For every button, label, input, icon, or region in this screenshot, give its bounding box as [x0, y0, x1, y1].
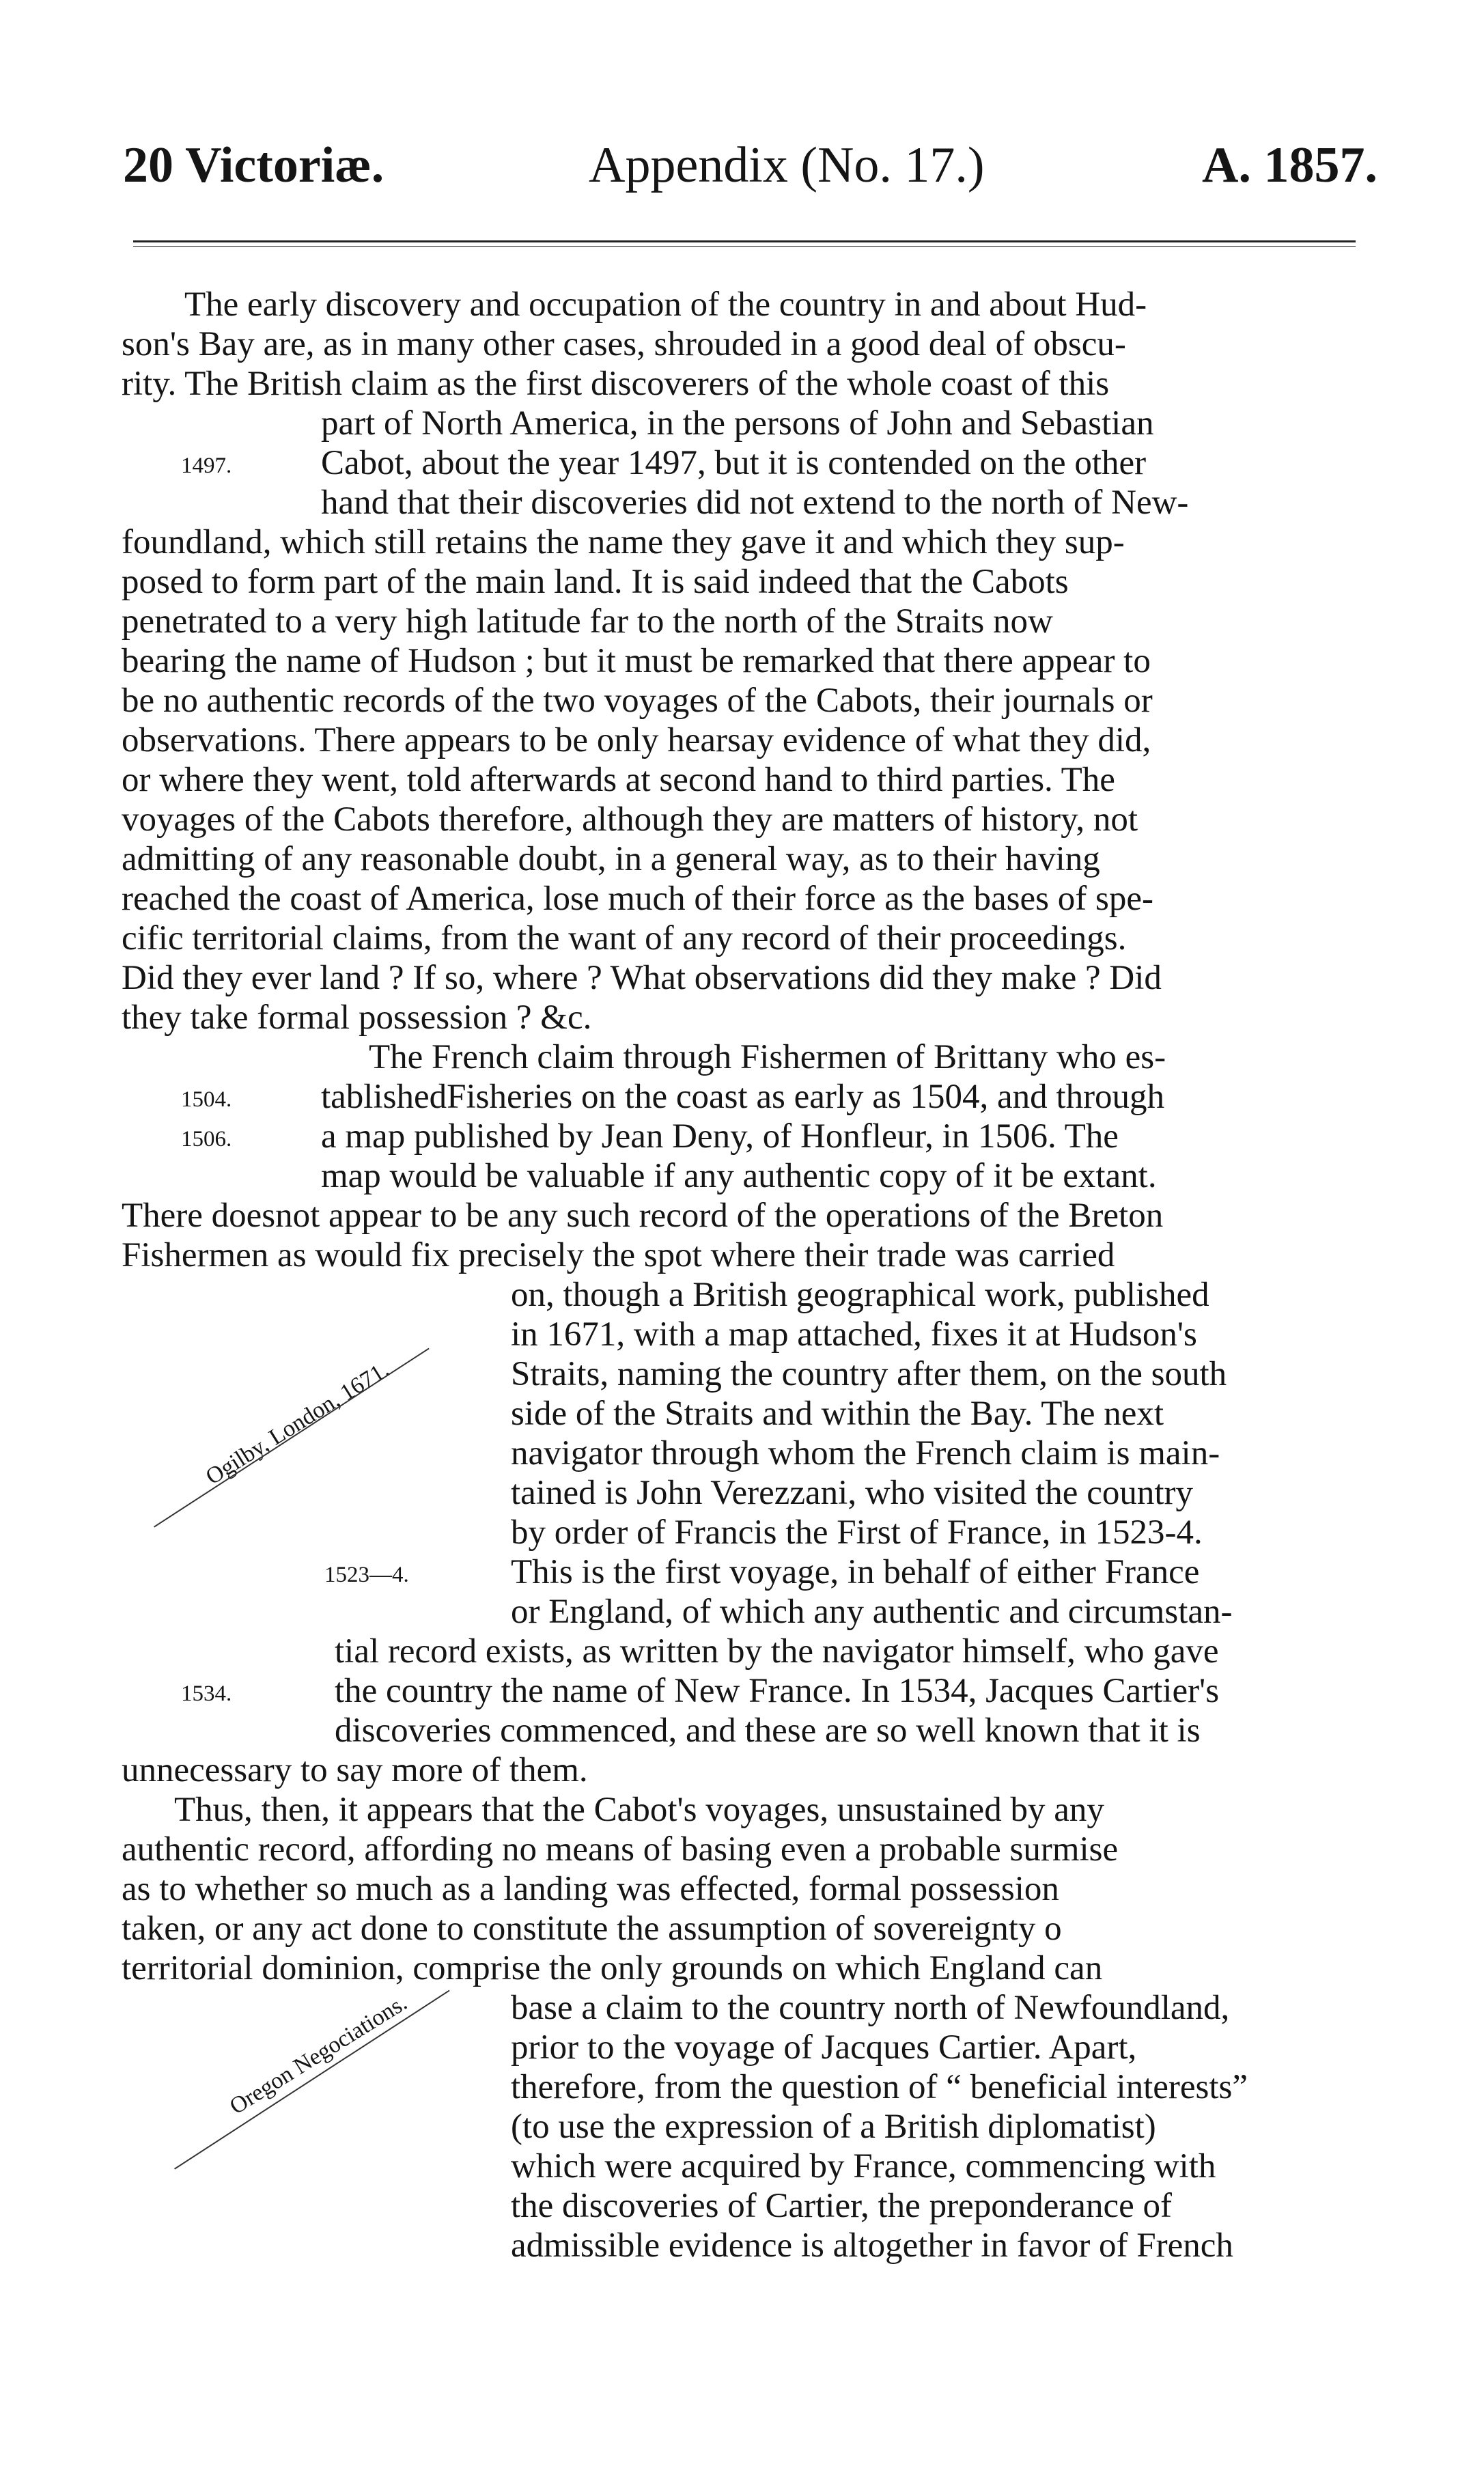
text-line: rity. The British claim as the first discoverers of the whole coast of this: [122, 365, 1110, 403]
text-line: Fishermen as would fix precisely the spot where their trade was carried: [122, 1236, 1115, 1274]
header-rule-bottom: [133, 246, 1356, 247]
text-line: taken, or any act done to constitute the assumption of sovereignty o: [122, 1910, 1062, 1948]
text-line: Did they ever land ? If so, where ? What observations did they make ? Did: [122, 959, 1162, 997]
text-line: therefore, from the question of “ beneficial interests”: [511, 2068, 1248, 2106]
text-line: discoveries commenced, and these are so well known that it is: [335, 1711, 1201, 1750]
text-line: penetrated to a very high latitude far to the north of the Straits now: [122, 602, 1053, 641]
text-line: on, though a British geographical work, published: [511, 1276, 1209, 1314]
text-line: or where they went, told afterwards at second hand to third parties. The: [122, 761, 1115, 799]
text-line: This is the first voyage, in behalf of either France: [511, 1553, 1200, 1591]
text-line: part of North America, in the persons of John and Sebastian: [321, 404, 1154, 443]
header-year: A. 1857.: [1202, 137, 1377, 193]
margin-note-ogilby-rule: [154, 1348, 430, 1528]
text-line: Thus, then, it appears that the Cabot's voyages, unsustained by any: [174, 1791, 1104, 1829]
margin-year-1523-4: 1523—4.: [324, 1563, 409, 1587]
header-session: 20 Victoriæ.: [123, 137, 384, 193]
text-line: which were acquired by France, commencing with: [511, 2147, 1216, 2185]
text-line: navigator through whom the French claim is main-: [511, 1434, 1220, 1472]
text-line: as to whether so much as a landing was effected, formal possession: [122, 1870, 1059, 1908]
text-line: base a claim to the country north of Newfoundland,: [511, 1989, 1230, 2027]
text-line: admitting of any reasonable doubt, in a general way, as to their having: [122, 840, 1100, 878]
text-line: posed to form part of the main land. It is said indeed that the Cabots: [122, 563, 1069, 601]
margin-note-oregon: Oregon Negociations.: [225, 1989, 412, 2120]
text-line: map would be valuable if any authentic copy of it be extant.: [321, 1157, 1157, 1195]
text-line: they take formal possession ? &c.: [122, 998, 592, 1037]
text-line: tablishedFisheries on the coast as early as 1504, and through: [321, 1078, 1165, 1116]
text-line: the country the name of New France. In 1534, Jacques Cartier's: [335, 1672, 1220, 1710]
margin-note-oregon-rule: [174, 1990, 450, 2170]
text-line: territorial dominion, comprise the only grounds on which England can: [122, 1949, 1103, 1987]
text-line: foundland, which still retains the name they gave it and which they sup-: [122, 523, 1125, 561]
text-line: tial record exists, as written by the navigator himself, who gave: [335, 1632, 1219, 1671]
margin-year-1497: 1497.: [181, 453, 232, 478]
text-line: authentic record, affording no means of basing even a probable surmise: [122, 1830, 1119, 1869]
text-line: There doesnot appear to be any such record of the operations of the Breton: [122, 1197, 1164, 1235]
header-rule-top: [133, 240, 1356, 242]
margin-year-1506: 1506.: [181, 1127, 232, 1151]
margin-year-1534: 1534.: [181, 1681, 232, 1706]
text-line: in 1671, with a map attached, fixes it at Hudson's: [511, 1315, 1197, 1354]
text-line: by order of Francis the First of France, in 1523-4.: [511, 1513, 1203, 1552]
text-line: (to use the expression of a British diplomatist): [511, 2108, 1156, 2146]
text-line: Cabot, about the year 1497, but it is contended on the other: [321, 444, 1147, 482]
text-line: voyages of the Cabots therefore, although they are matters of history, not: [122, 800, 1138, 839]
text-line: the discoveries of Cartier, the preponderance of: [511, 2187, 1172, 2225]
text-line: observations. There appears to be only hearsay evidence of what they did,: [122, 721, 1151, 759]
text-line: or England, of which any authentic and circumstan-: [511, 1593, 1233, 1631]
text-line: unnecessary to say more of them.: [122, 1751, 588, 1789]
text-line: Straits, naming the country after them, on the south: [511, 1355, 1227, 1393]
text-line: reached the coast of America, lose much of their force as the bases of spe-: [122, 880, 1153, 918]
text-line: son's Bay are, as in many other cases, shrouded in a good deal of obscu-: [122, 325, 1126, 363]
margin-note-ogilby: Ogilby, London, 1671.: [201, 1356, 394, 1490]
text-line: a map published by Jean Deny, of Honfleur, in 1506. The: [321, 1117, 1119, 1156]
text-line: tained is John Verezzani, who visited the country: [511, 1474, 1193, 1512]
running-header: [0, 137, 1484, 219]
text-line: side of the Straits and within the Bay. The next: [511, 1395, 1164, 1433]
text-line: prior to the voyage of Jacques Cartier. Apart,: [511, 2028, 1137, 2067]
text-line: be no authentic records of the two voyages of the Cabots, their journals or: [122, 682, 1153, 720]
text-line: cific territorial claims, from the want of any record of their proceedings.: [122, 919, 1127, 958]
text-line: The French claim through Fishermen of Brittany who es-: [369, 1038, 1166, 1076]
margin-year-1504: 1504.: [181, 1087, 232, 1112]
text-line: admissible evidence is altogether in favor of French: [511, 2226, 1233, 2265]
header-appendix-title: Appendix (No. 17.): [589, 137, 985, 193]
text-line: The early discovery and occupation of the country in and about Hud-: [184, 285, 1147, 324]
text-line: bearing the name of Hudson ; but it must be remarked that there appear to: [122, 642, 1151, 680]
text-line: hand that their discoveries did not extend to the north of New-: [321, 484, 1189, 522]
